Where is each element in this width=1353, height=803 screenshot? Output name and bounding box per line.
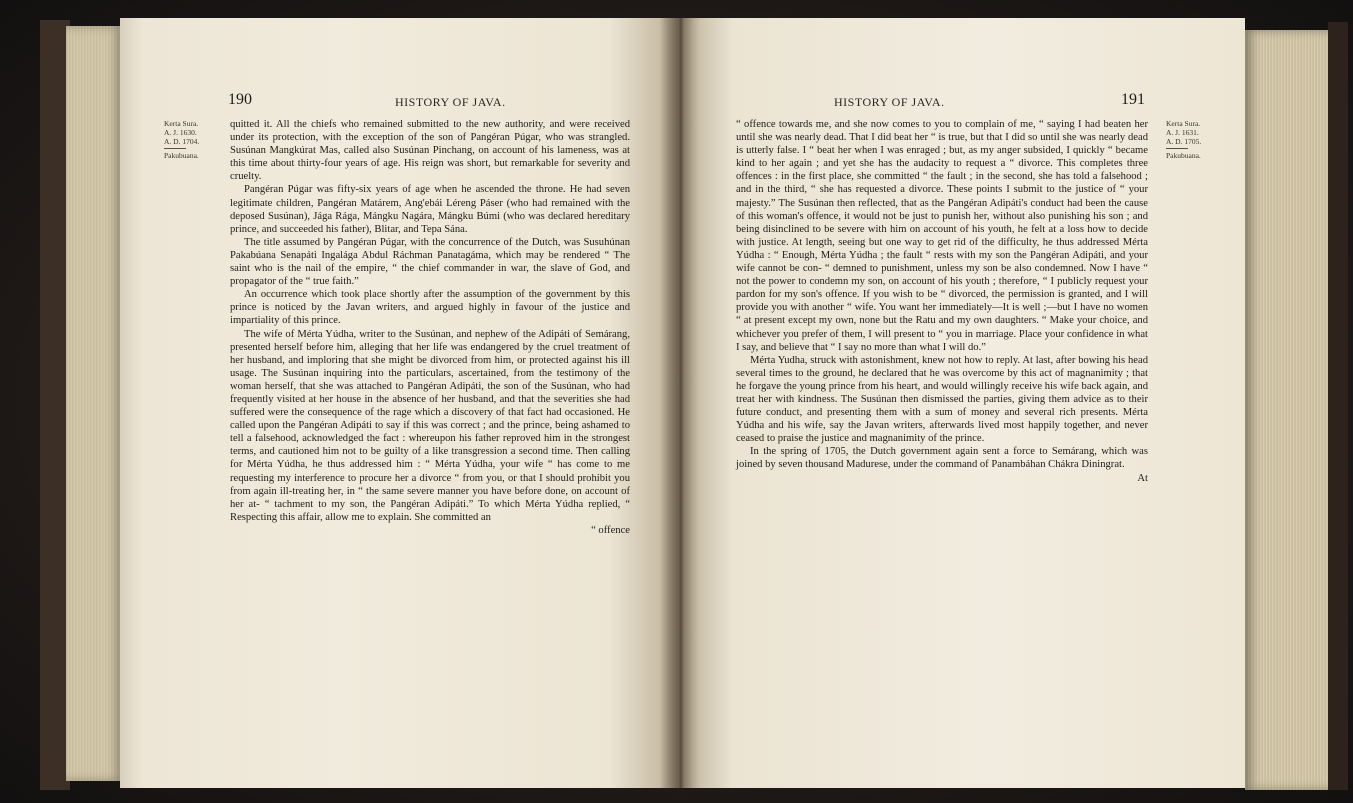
book-gutter: [660, 18, 700, 788]
margin-line: Pakubuana.: [164, 151, 199, 160]
left-page: [120, 18, 676, 788]
margin-line: Kerta Sura.: [164, 119, 199, 128]
catchword: “ offence: [591, 524, 630, 536]
paragraph: The wife of Mérta Yúdha, writer to the Susúnan, and nephew of the Adipáti of Semárang, presented herself before him, alleging that her life was endangered by the cruel treatment of her husband, and imploring that she might be divorced from him, or protected against his ill usage. The Susúnan inquiring into the particulars, ascertained, from the testimony of the woman herself, that she was attached to Pangéran Adipáti, the son of the Susúnan, who had frequently visited at her house in the absence of her husband, and that the severities she had suffered were the consequence of the rage which a discovery of that fact had occasioned. He called upon the Pangéran Adipáti to say if this was correct ; and the prince, being ashamed to tell a falsehood, acknowledged the fact : whereupon his father reproved him in the strongest terms, and cautioned him not to be guilty of a like transgression a second time. Then calling for Mérta Yúdha, he thus addressed him : “ Mérta Yúdha, your wife “ has come to me requesting my interference to procure her a divorce “ from you, or that I should prohibit you from again ill-treating her, in “ the same severe manner you have before done, on account of her at- “ tachment to my son, the Pangéran Adipáti.” To which Mérta Yúdha replied, “ Respecting this affair, allow me to explain. She committed an: [230, 328, 630, 523]
right-body-text: [736, 118, 1148, 485]
left-margin-note: [164, 119, 199, 160]
margin-line: Kerta Sura.: [1166, 119, 1201, 128]
margin-rule: [1166, 148, 1188, 149]
paragraph: Mérta Yudha, struck with astonishment, knew not how to reply. At last, after bowing his head several times to the ground, he declared that he was overcome by this act of magnanimity ; that he forgave the young prince from his heart, and would willingly receive his wife back again, and treat her with kindness. The Susúnan then dismissed the parties, giving them advice as to their future conduct, and presenting them with a sum of money and several rich presents. Mérta Yúdha and his wife, say the Javan writers, afterwards lived most happily together, and never ceased to praise the justice and magnanimity of the prince.: [736, 354, 1148, 445]
left-page-number: 190: [228, 91, 252, 108]
catchword: At: [1137, 472, 1148, 484]
paragraph: The title assumed by Pangéran Púgar, with the concurrence of the Dutch, was Susuhúnan Pakabúana Senapáti Ingalága Abdul Ráchman Panatagáma, which may be rendered “ The saint who is the nail of the empire, “ the chief commander in war, the slave of God, and propagator of the “ true faith.”: [230, 236, 630, 288]
paragraph: quitted it. All the chiefs who remained submitted to the new authority, and were received under its protection, with the exception of the son of Pangéran Púgar, who was strangled. Susúnan Mangkúrat Mas, called also Susúnan Pinchang, on account of his lameness, was at this time about thirty-four years of age. His reign was short, but remarkable for severity and cruelty.: [230, 119, 630, 183]
paragraph: Pangéran Púgar was fifty-six years of age when he ascended the throne. He had seven legitimate children, Pangéran Matárem, Ang'ebái Léreng Páser (who had remained with the deposed Susúnan), Jága Rága, Mángku Nagára, Mángku Búmi (who was declared hereditary prince, and succeeded his father), Blitar, and Tepa Sána.: [230, 184, 630, 235]
left-running-head: HISTORY OF JAVA.: [395, 95, 506, 109]
paragraph: “ offence towards me, and she now comes to you to complain of me, “ saying I had beaten her until she was nearly dead. That I did beat her “ is true, but that I did so until she was nearly dead is utterly false. I “ beat her when I was enraged ; but, as my anger subsided, I quickly “ became kind to her again ; and yet she has the audacity to request a “ divorce. This completes three offences : in the first place, she committed “ the fault ; in the second, she has told a falsehood ; and in the third, “ she has requested a divorce. These points I submit to the justice of “ your majesty.” The Susúnan then reflected, that as the Pangéran Adipáti's conduct had been the cause of this woman's offence, it would not be just to punish her, without also punishing his son ; and being disinclined to be severe with him on account of his youth, he felt at a loss how to decide with justice. At length, seeing but one way to get rid of the difficulty, he thus addressed Mérta Yúdha : “ Enough, Mérta Yúdha ; the fault “ rests with my son the Pangéran Adipáti, and your wife cannot be con- “ demned to punishment, unless my son be also condemned. Now I have “ not the power to condemn my son, on account of his youth ; therefore, “ I publicly request your pardon for my son's offence. If you wish to be “ divorced, the permission is granted, and I will provide you with another “ wife. You want her immediately—It is well ;—but I have no women “ at present except my own, none but the Ratu and my own daughters. “ Make your choice, and whichever you prefer of them, I will present to “ you in marriage. Place your confidence in what I say, and believe that “ I say no more than what I will do.”: [736, 119, 1148, 353]
margin-line: A. D. 1705.: [1166, 137, 1202, 146]
paragraph: An occurrence which took place shortly after the assumption of the government by this prince is noticed by the Javan writers, and argued highly in favour of the justice and impartiality of this prince.: [230, 289, 630, 327]
page-edges-left: [66, 26, 122, 781]
right-page: [676, 18, 1245, 788]
right-margin-note: [1166, 119, 1201, 160]
book-cover-right: [1328, 22, 1348, 790]
right-running-head: HISTORY OF JAVA.: [834, 95, 945, 109]
margin-line: A. J. 1630.: [164, 128, 197, 137]
page-edges-right: [1245, 30, 1333, 790]
paragraph: In the spring of 1705, the Dutch government again sent a force to Semárang, which was joined by seven thousand Madurese, under the command of Panambáhan Chákra Diningrat.: [736, 446, 1148, 471]
open-book: [120, 18, 1245, 793]
margin-line: A. J. 1631.: [1166, 128, 1199, 137]
margin-line: A. D. 1704.: [164, 137, 200, 146]
right-page-number: 191: [1121, 91, 1145, 108]
margin-line: Pakubuana.: [1166, 151, 1201, 160]
margin-rule: [164, 148, 186, 149]
left-body-text: [230, 118, 630, 537]
